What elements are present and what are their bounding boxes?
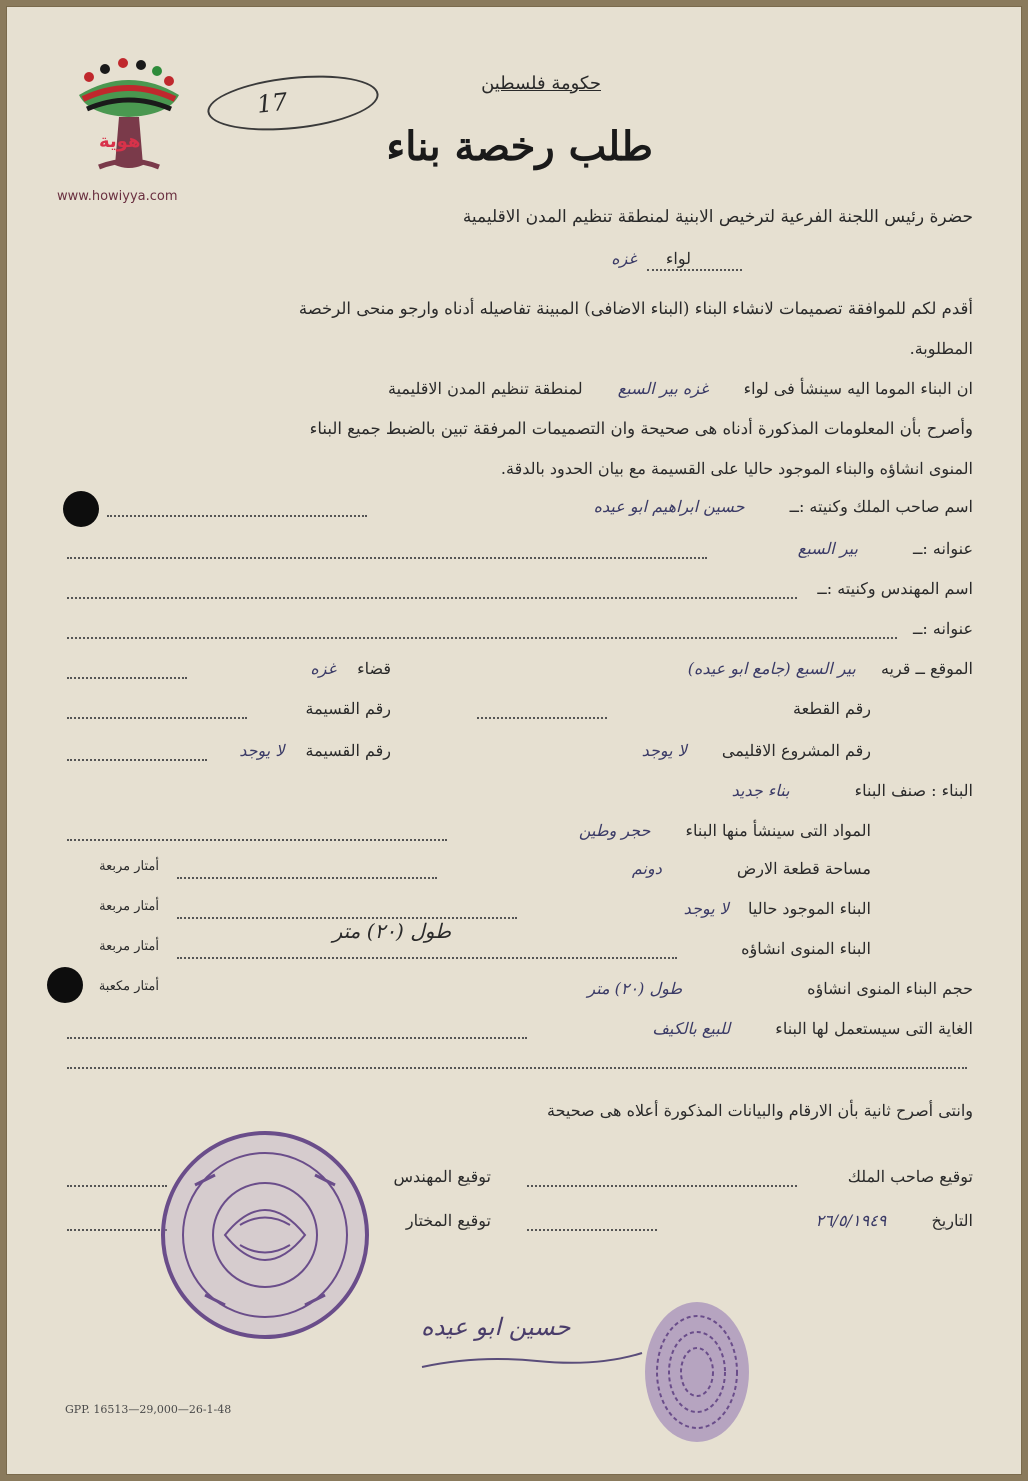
tree-logo-icon bbox=[69, 55, 189, 185]
district-row bbox=[611, 249, 691, 268]
paragraph-1a: أقدم لكم للموافقة تصميمات لانشاء البناء (البناء الاضافى) المبينة تفاصيله أدناه وارجو منحى الرخصة bbox=[298, 299, 973, 318]
owner-value: حسين ابراهيم ابو عيده bbox=[593, 497, 745, 516]
district-field-value: غزه bbox=[310, 659, 336, 678]
purpose-row bbox=[652, 1019, 973, 1038]
land-area-value: دونم bbox=[631, 859, 662, 878]
plot-label-2: رقم القسيمة bbox=[305, 741, 391, 760]
file-number-oval bbox=[205, 68, 381, 138]
purpose-label: الغاية التى سيستعمل لها البناء bbox=[775, 1019, 973, 1038]
engineer-label: اسم المهندس وكنيته :ــ bbox=[817, 579, 973, 598]
district-value: غزه bbox=[611, 249, 637, 268]
paragraph-1b: المطلوبة. bbox=[909, 339, 973, 358]
official-seal-stamp bbox=[155, 1125, 375, 1345]
sq-m-2: أمتار مربعة bbox=[99, 899, 159, 914]
district-label: لواء bbox=[665, 249, 691, 268]
location-label: الموقع ــ قريه bbox=[880, 659, 973, 678]
volume-row bbox=[587, 979, 973, 998]
regional-project-value: لا يوجد bbox=[641, 741, 687, 760]
sq-m-1: أمتار مربعة bbox=[99, 859, 159, 874]
volume-label: حجم البناء المنوى انشاؤه bbox=[807, 979, 973, 998]
sq-m-3: أمتار مربعة bbox=[99, 939, 159, 954]
print-code: GPP. 16513—29,000—26-1-48 bbox=[65, 1403, 232, 1416]
existing-row bbox=[684, 899, 871, 918]
signature-stroke bbox=[417, 1347, 647, 1377]
owner-row bbox=[594, 497, 973, 516]
plot-value-2: لا يوجد bbox=[239, 741, 285, 760]
paragraph-2 bbox=[388, 379, 973, 398]
purpose-value: للبيع بالكيف bbox=[652, 1019, 731, 1038]
existing-label: البناء الموجود حاليا bbox=[747, 899, 871, 918]
file-number: 17 bbox=[255, 87, 289, 119]
form-title: طلب رخصة بناء bbox=[386, 123, 653, 170]
p2-suffix: لمنطقة تنظيم المدن الاقليمية bbox=[388, 379, 583, 398]
handwritten-signature: حسين ابو عيده bbox=[421, 1313, 571, 1341]
materials-value: حجر وطين bbox=[578, 821, 651, 840]
owner-address-value: بير السبع bbox=[797, 539, 858, 558]
logo-mark: هوية bbox=[99, 131, 141, 152]
building-type-label: البناء : صنف البناء bbox=[854, 781, 973, 800]
proposed-label: البناء المنوى انشاؤه bbox=[741, 939, 871, 958]
proposed-note: طول (٢٠) متر bbox=[332, 919, 451, 943]
district-field bbox=[310, 659, 391, 678]
volume-value: طول (٢٠) متر bbox=[587, 979, 683, 998]
logo-site: www.howiyya.com bbox=[57, 189, 178, 204]
howiyya-logo bbox=[69, 55, 189, 185]
engineer-signature-label: توقيع المهندس bbox=[393, 1167, 491, 1186]
plot-row-2 bbox=[239, 741, 391, 760]
location-row bbox=[688, 659, 973, 678]
regional-project-label: رقم المشروع الاقليمى bbox=[721, 741, 871, 760]
owner-address-row bbox=[798, 539, 973, 558]
plot-label: رقم القسيمة bbox=[305, 699, 391, 718]
paragraph-3a: وأصرح بأن المعلومات المذكورة أدناه هى صحيحة وان التصميمات المرفقة تبين بالضبط جميع البناء bbox=[309, 419, 973, 438]
materials-row bbox=[579, 821, 871, 840]
addressee-line: حضرة رئيس اللجنة الفرعية لترخيص الابنية لمنطقة تنظيم المدن الاقليمية bbox=[462, 207, 973, 227]
paragraph-3b: المنوى انشاؤه والبناء الموجود حاليا على القسيمة مع بيان الحدود بالدقة. bbox=[500, 459, 973, 478]
owner-address-label: عنوانه :ــ bbox=[913, 539, 973, 558]
date-value: ٢٦/٥/١٩٤٩ bbox=[815, 1211, 887, 1230]
p2-handwritten: غزه بير السبع bbox=[617, 379, 709, 398]
district-field-label: قضاء bbox=[357, 659, 391, 678]
building-type-value: بناء جديد bbox=[731, 781, 790, 800]
existing-value: لا يوجد bbox=[683, 899, 729, 918]
materials-label: المواد التى سينشأ منها البناء bbox=[685, 821, 871, 840]
government-heading: حكومة فلسطين bbox=[481, 73, 601, 94]
owner-signature-label: توقيع صاحب الملك bbox=[847, 1167, 973, 1186]
engineer-row bbox=[817, 579, 973, 598]
land-area-label: مساحة قطعة الارض bbox=[736, 859, 871, 878]
punch-hole-bottom bbox=[47, 967, 83, 1003]
declaration: وانتى أصرح ثانية بأن الارقام والبيانات المذكورة أعلاه هى صحيحة bbox=[546, 1101, 973, 1120]
cu-m: أمتار مكعبة bbox=[98, 979, 159, 994]
punch-hole-top bbox=[63, 491, 99, 527]
engineer-address-label: عنوانه :ــ bbox=[913, 619, 973, 638]
date-label: التاريخ bbox=[931, 1211, 973, 1230]
document-page bbox=[6, 6, 1022, 1475]
engineer-address-row bbox=[913, 619, 973, 638]
mukhtar-signature-label: توقيع المختار bbox=[405, 1211, 491, 1230]
regional-project-row bbox=[642, 741, 871, 760]
owner-label: اسم صاحب الملك وكنيته :ــ bbox=[789, 497, 973, 516]
fingerprint-mark bbox=[637, 1297, 757, 1447]
p2-prefix: ان البناء الموما اليه سينشأ فى لواء bbox=[743, 379, 973, 398]
parcel-label: رقم القطعة bbox=[793, 699, 871, 718]
date-row bbox=[815, 1211, 973, 1230]
building-type-row bbox=[732, 781, 973, 800]
location-value: بير السبع (جامع ابو عيده) bbox=[687, 659, 856, 678]
land-area-row bbox=[632, 859, 871, 878]
